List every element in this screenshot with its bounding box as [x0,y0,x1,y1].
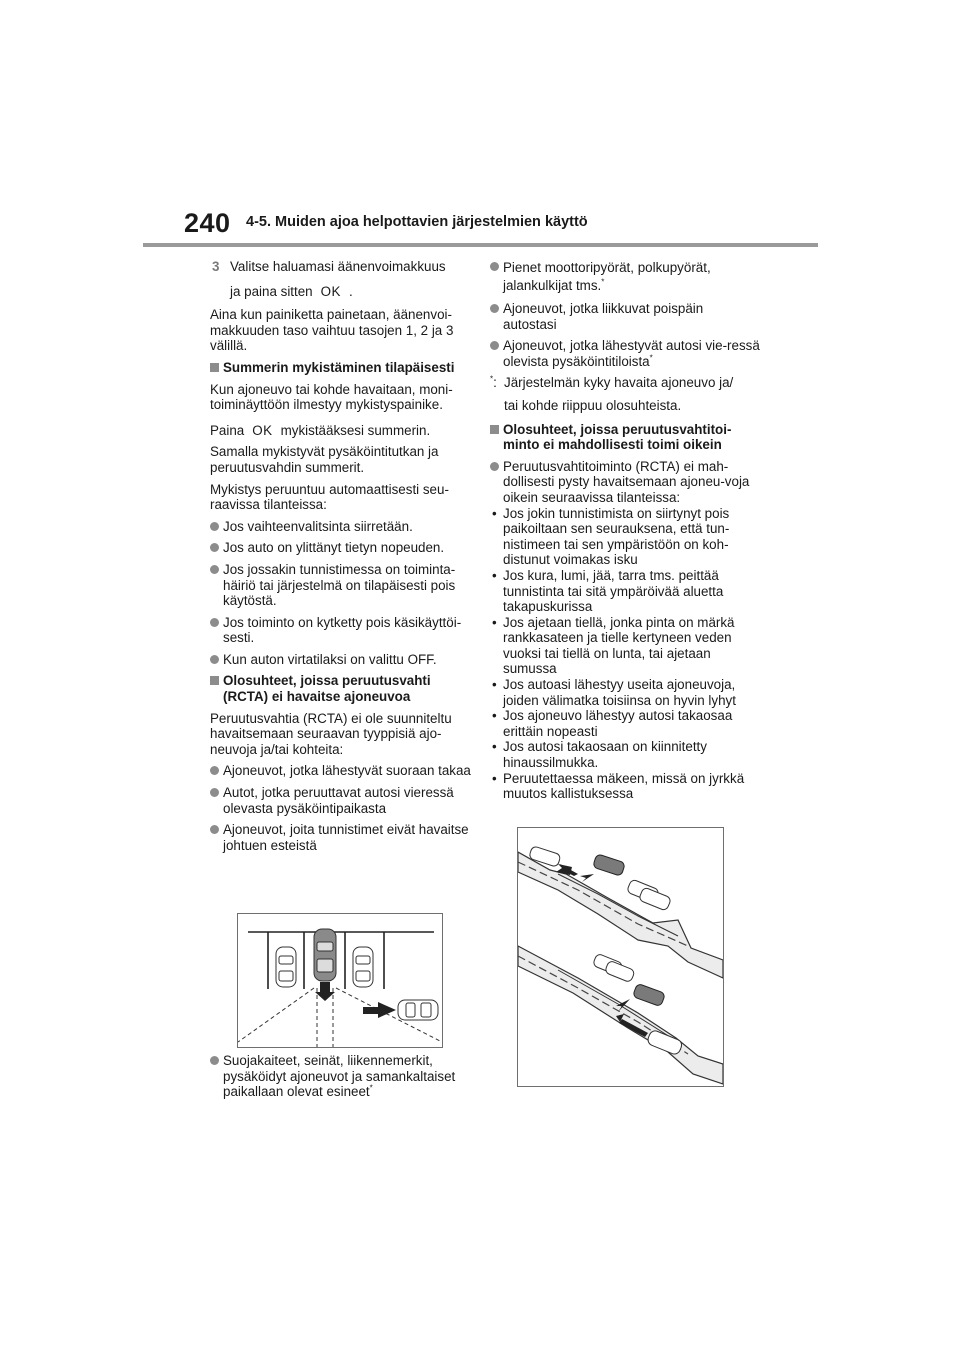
square-bullet-icon [210,363,219,372]
step-text-before-ok: ja paina sitten [230,283,313,299]
not-detect-heading-text: Olosuhteet, joissa peruutusvahti (RCTA) ei havaitse ajoneuvoa [223,673,431,705]
not-detect-heading [210,673,472,704]
list-item-text: Suojakaiteet, seinät, liikennemerkit, pysäköidyt ajoneuvot ja samankaltaiset paikallaan olevat esineet [223,1053,456,1100]
list-item [210,540,472,556]
left-column-bottom [210,1053,472,1106]
round-bullet-icon [490,262,499,271]
mute-heading [210,360,472,376]
page-number: 240 [184,208,231,238]
list-item-text: Ajoneuvot, jotka liikkuvat poispäin autostasi [503,301,704,332]
parking-illustration [237,913,443,1048]
list-item [210,785,472,816]
mute-paragraph-4: Mykistys peruuntuu automaattisesti seu-raavissa tilanteissa: [210,481,449,513]
footnote [490,375,760,413]
ok-button-glyph: OK [252,422,273,438]
round-bullet-icon [490,462,499,471]
footnote-line-1: Järjestelmän kyky havaita ajoneuvo ja/ [504,375,734,391]
sub-list-item-text: Peruutettaessa mäkeen, missä on jyrkkä muutos kallistuksessa [503,770,745,802]
list-item-text: Pienet moottoripyörät, polkupyörät, jalankulkijat tms. [503,260,711,293]
sub-list-item: • Jos autoasi lähestyy useita ajoneuvoja, joiden välimatka toisiinsa on hyvin lyhyt [492,677,736,708]
mute-heading-text: Summerin mykistäminen tilapäisesti [223,359,455,375]
sub-list-item: • Jos jokin tunnistimista on siirtynyt pois paikoiltaan sen seurauksena, että tun-nistimeen tai sen ympäristöön on koh-distunut voimakas isku [492,505,730,568]
step-3 [210,259,472,299]
round-bullet-icon [210,543,219,552]
list-item-text: Autot, jotka peruuttavat autosi vieressä olevasta pysäköintipaikasta [223,785,454,816]
round-bullet-icon [210,1056,219,1065]
mute-paragraph-3: Samalla mykistyvät pysäköintitutkan ja peruutusvahdin summerit. [210,444,439,475]
round-bullet-icon [210,766,219,775]
malfunction-sub-list [490,506,760,802]
round-bullet-icon [210,825,219,834]
list-item-text: Ajoneuvot, joita tunnistimet eivät havaitse johtuen esteistä [223,822,469,853]
sub-list-item: • Jos ajetaan tiellä, jonka pinta on märkä rankkasateen ja tielle kertyneen veden vuoksi tai tiellä on lunta, tai ajetaan sumussa [492,614,735,677]
slope-road-diagram [518,828,723,1086]
list-item [210,615,472,646]
step-note: Aina kun painiketta painetaan, äänenvoi-makkuuden taso vaihtuu tasojen 1, 2 ja 3 välillä. [210,307,454,354]
step-text-after-ok: . [349,283,353,299]
list-item [210,763,472,779]
ok-button-glyph: OK [320,283,341,299]
malfunction-heading-text: Olosuhteet, joissa peruutusvahtitoi-minto ei mahdollisesti toimi oikein [503,421,732,453]
parking-diagram [238,914,442,1047]
not-detect-intro: Peruutusvahtia (RCTA) ei ole suunniteltu havaitsemaan seuraavan tyyppisiä ajo-neuvoja ja/tai kohteita: [210,710,452,757]
left-column [210,259,472,859]
square-bullet-icon [210,676,219,685]
malfunction-heading [490,422,760,453]
list-item-text: Jos jossakin tunnistimessa on toiminta-häiriö tai järjestelmä on tilapäisesti pois käytöstä. [223,561,456,609]
sub-list-item-text: Jos jokin tunnistimista on siirtynyt pois paikoiltaan sen seurauksena, että tun-nistimeen tai sen ympäristöön on koh-distunut voimakas isku [503,505,730,568]
list-item [490,301,760,332]
mute-text-after-ok: mykistääksesi summerin. [280,422,431,438]
square-bullet-icon [490,425,499,434]
list-item-text: Ajoneuvot, jotka lähestyvät suoraan takaa [223,763,471,779]
chapter-title: 4-5. Muiden ajoa helpottavien järjestelmien käyttö [246,214,588,230]
sub-list-item-text: Jos ajetaan tiellä, jonka pinta on märkä rankkasateen ja tielle kertyneen veden vuoksi tai tiellä on lunta, tai ajetaan sumussa [503,614,735,677]
sub-list-item-text: Jos autosi takaosaan on kiinnitetty hinaussilmukka. [503,739,707,771]
sub-list-item-text: Jos kura, lumi, jää, tarra tms. peittää tunnistinta tai sitä ympäröivää aluetta takapuskurissa [503,567,724,615]
round-bullet-icon [490,304,499,313]
list-item [210,652,472,668]
list-item-text: Jos toiminto on kytketty pois käsikäyttöi-sesti. [223,614,462,646]
footnote-star: * [369,1083,373,1093]
round-bullet-icon [210,618,219,627]
round-bullet-icon [210,565,219,574]
list-item [210,519,472,535]
sub-list-item: • Jos autosi takaosaan on kiinnitetty hinaussilmukka. [492,739,707,771]
list-item [490,259,760,295]
round-bullet-icon [210,522,219,531]
round-bullet-icon [210,788,219,797]
mute-text-before-ok: Paina [210,422,245,438]
list-item [210,562,472,609]
sub-list-item-text: Jos ajoneuvo lähestyy autosi takaosaa erittäin nopeasti [503,708,733,739]
list-item [210,1053,472,1100]
footnote-mark: *: [490,374,497,391]
round-bullet-icon [490,341,499,350]
sub-list-item-text: Jos autoasi lähestyy useita ajoneuvoja, joiden välimatka toisiinsa on hyvin lyhyt [503,677,736,708]
footnote-line-2: tai kohde riippuu olosuhteista. [504,397,682,413]
footnote-star: * [649,353,653,363]
right-column [490,259,760,808]
list-item-text: Peruutusvahtitoiminto (RCTA) ei mah-dollisesti pysty havaitsemaan ajoneu-voja oikein seuraavissa tilanteissa: [503,458,750,505]
round-bullet-icon [210,655,219,664]
list-item-text: Kun auton virtatilaksi on valittu OFF. [223,651,437,667]
sub-list-item: • Peruutettaessa mäkeen, missä on jyrkkä muutos kallistuksessa [492,770,745,802]
list-item-text: Ajoneuvot, jotka lähestyvät autosi vie-ressä olevista pysäköintitiloista [503,338,760,369]
list-item [210,822,472,853]
footnote-star: * [601,277,605,287]
list-item [490,459,760,506]
slope-road-illustration [517,827,724,1087]
list-item [490,338,760,369]
list-item-text: Jos auto on ylittänyt tietyn nopeuden. [223,540,445,556]
sub-list-item: • Jos kura, lumi, jää, tarra tms. peittää tunnistinta tai sitä ympäröivää aluetta takapuskurissa [492,567,724,615]
list-item-text: Jos vaihteenvalitsinta siirretään. [223,518,413,534]
step-text: Valitse haluamasi äänenvoimakkuus [230,259,446,274]
step-text-continued [230,284,472,300]
sub-list-item: • Jos ajoneuvo lähestyy autosi takaosaa erittäin nopeasti [492,708,733,739]
mute-paragraph-1: Kun ajoneuvo tai kohde havaitaan, moni-toiminäyttöön ilmestyy mykistyspainike. [210,381,453,413]
header-divider [143,243,818,247]
mute-paragraph-2 [210,423,472,439]
step-number: 3 [212,259,220,274]
